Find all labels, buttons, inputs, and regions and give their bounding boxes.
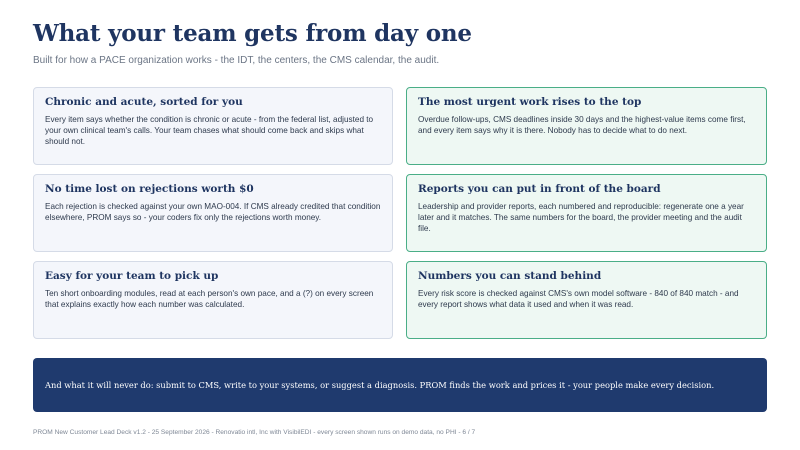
card-body: Every item says whether the condition is chronic or acute - from the federal list, adjusted to your own clinical team's calls. Your team chases what should come back and skips what should not. bbox=[45, 115, 374, 146]
card-title: Reports you can put in front of the board bbox=[418, 183, 661, 195]
never-do-banner bbox=[33, 358, 767, 412]
card-rejections bbox=[33, 174, 393, 252]
card-title: The most urgent work rises to the top bbox=[418, 96, 642, 108]
card-body: Ten short onboarding modules, read at each person's own pace, and a (?) on every screen that explains exactly how each number was calculated. bbox=[45, 289, 374, 309]
slide-footer: PROM New Customer Lead Deck v1.2 - 25 September 2026 - Renovatio intl, Inc with VisibilEDI - every screen shown runs on demo data, no PHI - 6 / 7 bbox=[33, 429, 476, 436]
card-title: Chronic and acute, sorted for you bbox=[45, 96, 243, 108]
page-title: What your team gets from day one bbox=[33, 20, 472, 47]
card-body: Every risk score is checked against CMS's own model software - 840 of 840 match - and every report shows what data it used and when it was read. bbox=[418, 289, 739, 309]
card-urgent-work bbox=[406, 87, 767, 165]
card-body: Overdue follow-ups, CMS deadlines inside 30 days and the highest-value items come first, and every item says why it is there. Nobody has to decide what to do next. bbox=[418, 115, 746, 135]
card-body: Leadership and provider reports, each numbered and reproducible: regenerate one a year later and it matches. The same numbers for the board, the provider meeting and the audit file. bbox=[418, 202, 744, 233]
banner-text: And what it will never do: submit to CMS, write to your systems, or suggest a diagnosis. PROM finds the work and prices it - your people make every decision. bbox=[45, 380, 715, 390]
card-body: Each rejection is checked against your own MAO-004. If CMS already credited that condition elsewhere, PROM says so - your coders fix only the rejections worth money. bbox=[45, 202, 381, 222]
card-title: No time lost on rejections worth $0 bbox=[45, 183, 254, 195]
card-easy-pickup bbox=[33, 261, 393, 339]
card-title: Numbers you can stand behind bbox=[418, 270, 602, 282]
page-subtitle: Built for how a PACE organization works - the IDT, the centers, the CMS calendar, the audit. bbox=[33, 55, 440, 66]
card-chronic-acute bbox=[33, 87, 393, 165]
card-title: Easy for your team to pick up bbox=[45, 270, 219, 282]
card-board-reports bbox=[406, 174, 767, 252]
card-trusted-numbers bbox=[406, 261, 767, 339]
